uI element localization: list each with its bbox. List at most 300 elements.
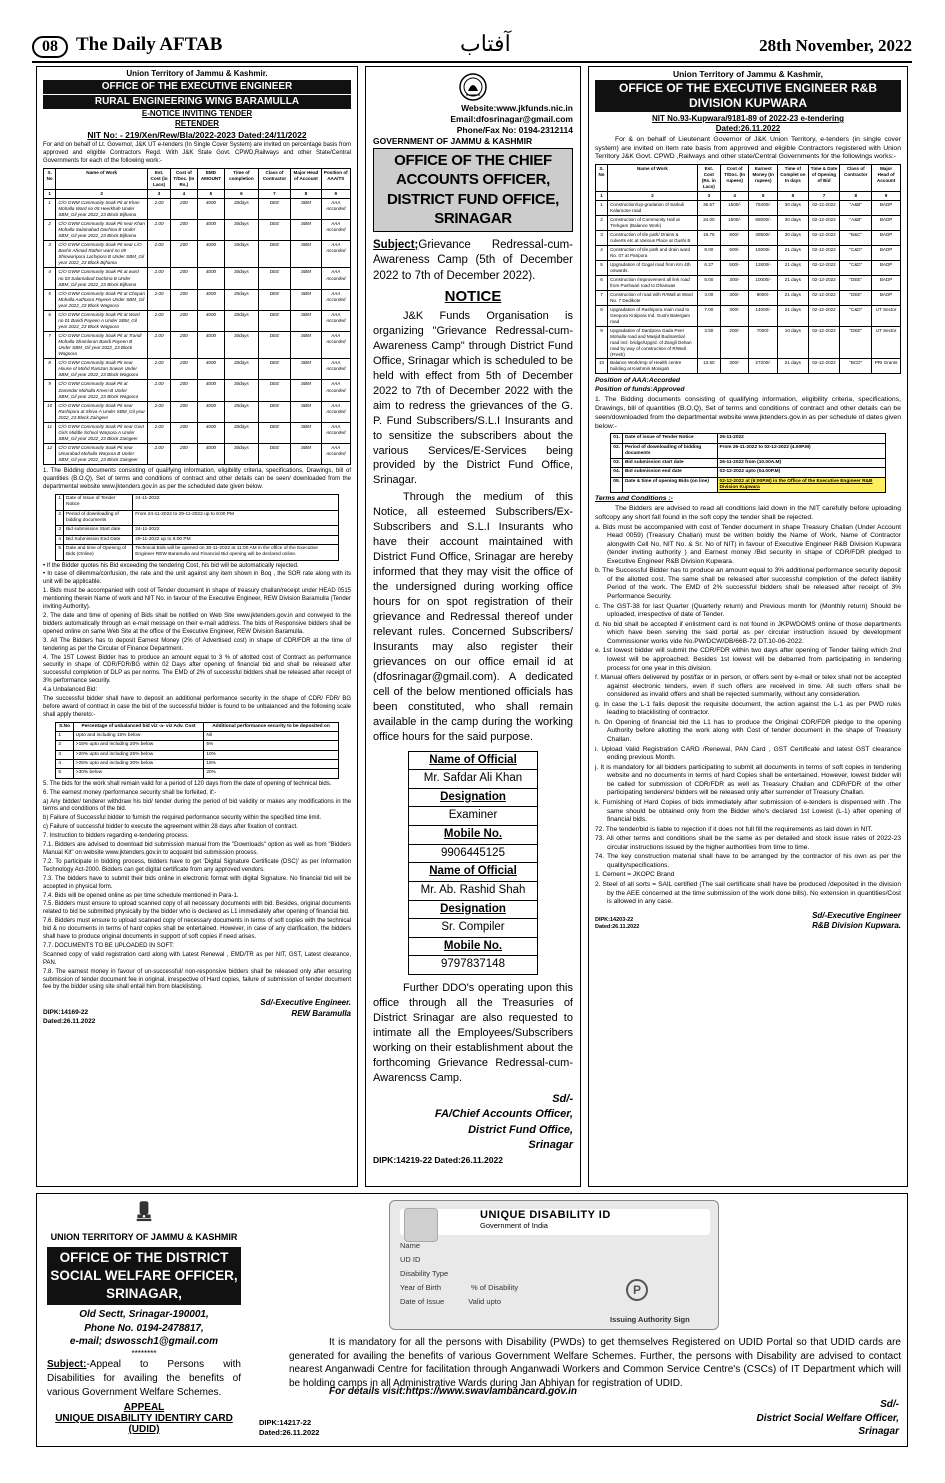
card-p-badge: P bbox=[626, 1279, 648, 1301]
table-cell: 7 bbox=[44, 332, 56, 359]
table-cell: 8000/- bbox=[749, 290, 778, 305]
table-cell: 800/- bbox=[720, 231, 748, 246]
ut-label: Union Territory of Jammu & Kashmir, bbox=[672, 69, 824, 79]
table-cell: BADP bbox=[872, 201, 901, 216]
schedule-cell: 1 bbox=[56, 494, 64, 510]
table-cell: Balance Work/Imp of Health centre building at Kashmiri Monigah bbox=[608, 359, 698, 374]
table-cell: 200 bbox=[171, 220, 197, 241]
table-index-cell: 6 bbox=[778, 192, 808, 201]
schedule-table bbox=[610, 433, 885, 493]
table-cell: 4000 bbox=[197, 268, 225, 289]
clause: 5. The bids for the work shall remain valid for a period of 120 days from the date of opening of technical bids. bbox=[43, 780, 332, 787]
table-cell: 6 bbox=[596, 275, 608, 290]
table-cell: 300/- bbox=[720, 359, 748, 374]
table-cell: 30days bbox=[225, 310, 258, 331]
terms-list bbox=[595, 524, 901, 907]
table-cell: 4000 bbox=[197, 241, 225, 268]
table-cell: BADP bbox=[872, 231, 901, 246]
table-cell: "BCD" bbox=[840, 359, 872, 374]
table-cell: 1500/- bbox=[720, 201, 748, 216]
table-cell: 21 days bbox=[778, 275, 808, 290]
sig-1: Sd/- bbox=[552, 1092, 573, 1105]
table-cell: PRI Grants bbox=[872, 359, 901, 374]
ad-social-welfare bbox=[36, 1193, 908, 1447]
table-cell: 14000/- bbox=[749, 305, 778, 326]
schedule-cell: Bid submission start date bbox=[622, 459, 717, 468]
table-header-cell: Cost of T/Doc. (In Rs.) bbox=[171, 168, 197, 189]
table-row bbox=[44, 380, 351, 401]
table-header-cell: Cost of T/Doc. (In rupees) bbox=[720, 165, 748, 192]
schedule-cell: From 26-11-2022 to 02-12-2022 (4.00P.M) bbox=[717, 443, 885, 458]
clause: 6. The earnest money /performance security shall be forfeited, if:- bbox=[43, 789, 217, 796]
schedule-cell: 3 bbox=[56, 526, 64, 535]
term-item: f. Manual offers delivered by post/fax or in person, or offers sent by e-mail or telex shall not be accepted against electronic tenders, even if such offers are received in time. All such offers shall be considered as invalid offers and shall be rejected summarily, without any consideration. bbox=[595, 674, 901, 699]
table-cell: 30days bbox=[225, 220, 258, 241]
table-index-cell: 7 bbox=[258, 189, 291, 198]
table-header-cell: S. No bbox=[44, 168, 56, 189]
table-row bbox=[596, 305, 901, 326]
table-index-cell: 1 bbox=[596, 192, 608, 201]
table-cell: 3 bbox=[596, 231, 608, 246]
table-header-cell: Major Head of Account bbox=[872, 165, 901, 192]
subject-text: Grievance Redressal-cum-Awareness Camp (5th of December 2022 to 7th of December 2022). bbox=[373, 238, 573, 282]
clause: c) Failure of successful bidder to execute the agreement within 28 days after fixation of contract. bbox=[43, 824, 298, 831]
body-text: It is mandatory for all the persons with Disability (PWDs) to get themselves Registered on UDID Portal so that UDID cards are generated for availing the benefits of various Government Welfare Schemes. Further, the persons with Disability are advised to contact nearest Anganwadi Centre for facilitation through Anganwadi Workers and Common Service Centre's (CSCs) of IT Department which will be holding camps in all Administrative Wards during Jan Abhiyan for registration of UDID. bbox=[289, 1337, 901, 1389]
footer-row bbox=[43, 1009, 351, 1026]
clause: 7.6. Bidders must ensure to upload scanned copy of necessary documents in terms of soft copies with the technical bid & no documents in terms of hard copies shall be entertained. However, in case of any clarification, the bidders shall have to produce original documents in support of soft copies if need arises. bbox=[43, 918, 351, 941]
table-cell: AAA Accorded bbox=[321, 268, 350, 289]
table-cell: 02-12-2022 bbox=[808, 326, 840, 359]
table-cell: 3.50 bbox=[697, 326, 720, 359]
table-cell: Construction of road with R/Wall at Ward No. 7 Dedikote bbox=[608, 290, 698, 305]
table-cell: AAA Accorded bbox=[321, 241, 350, 268]
ub-row bbox=[56, 750, 338, 759]
term-item: e. 1st lowest bidder will submit the CDR/FDR within two days after opening of Tender failing which 2nd lowest will be approached. Besides 1st lowest will be debarred from participating in tendering process for one year in this division. bbox=[595, 647, 901, 672]
table-cell: 200 bbox=[171, 198, 197, 219]
table-cell: 4000 bbox=[197, 220, 225, 241]
table-header-cell: Earnest Money (In rupees) bbox=[749, 165, 778, 192]
official-row bbox=[409, 844, 538, 863]
schedule-cell: 02-12-2022 at (6:00P.M) in the Office of the Executive Engineer R&B Division Kupwara bbox=[717, 477, 885, 492]
table-cell: AAA Accorded bbox=[321, 310, 350, 331]
table-cell: Upgradation of Dardpora Gada Peer Mohalla road and Masjid Budnambal road incl. bridge/Upgrd. of Zangli Dehan road by way of construction of R/Wall. (Fresh) bbox=[608, 326, 698, 359]
table-cell: 6.27 bbox=[697, 260, 720, 275]
subject bbox=[373, 238, 573, 285]
card-issuing: Issuing Authority Sign bbox=[610, 1315, 690, 1324]
official-row bbox=[409, 826, 538, 845]
ub-cell: 20% bbox=[204, 769, 338, 778]
ub-cell: 4 bbox=[56, 760, 73, 769]
term-item: 72. The tender/bid is liable to rejection if it does not full fill the requirements as laid down in NIT. bbox=[595, 825, 873, 833]
card-field-doi: Date of Issue bbox=[400, 1297, 445, 1306]
table-row bbox=[596, 326, 901, 359]
official-cell: Examiner bbox=[409, 807, 538, 826]
table-cell: 9 bbox=[44, 380, 56, 401]
term-item: 2. Steel of all sorts = SAIL certified (The sail certificate shall have be produced /deposited in the division by the AEE concerned at the time submission of the work done bills). No extension in quantities/Cost is allowed in any case. bbox=[595, 881, 901, 906]
email-line: e-mail; dswossch1@gmail.com bbox=[69, 1336, 219, 1348]
ub-cell: 2 bbox=[56, 741, 73, 750]
table-cell: SBM bbox=[291, 332, 321, 359]
table-cell: 4000 bbox=[197, 401, 225, 422]
table-cell: 1500/- bbox=[720, 216, 748, 231]
official-cell: 9797837148 bbox=[409, 956, 538, 975]
schedule-cell: 02. bbox=[611, 443, 623, 458]
clause: 4. The 1ST Lowest Bidder has to produce an amount equal to 3 % of allotted cost of Contract as performance security in shape of CDR/FDR/BG within 02 Days after opening of financial bid and shall be released after successful completion of DLP as per norms. The EMD of 2% of successful bidders shall be released after receipt of 3% performance security. bbox=[43, 654, 351, 685]
schedule-cell: From 24-11-2022 to 29-11-2022 up to 6:00 PM bbox=[133, 510, 338, 526]
schedule-cell: 04. bbox=[611, 468, 623, 477]
ashoka-emblem-icon bbox=[133, 1198, 155, 1228]
table-cell: SBM bbox=[291, 422, 321, 443]
table-cell: SBM bbox=[291, 289, 321, 310]
table-cell: 4.00 bbox=[697, 290, 720, 305]
sig-3: District Fund Office, bbox=[468, 1123, 573, 1136]
table-cell: 300/- bbox=[720, 275, 748, 290]
table-cell: 30days bbox=[225, 401, 258, 422]
table-cell: 6 bbox=[44, 310, 56, 331]
dated: Dated:26.11.2022 bbox=[259, 1427, 320, 1437]
table-index-cell: 4 bbox=[720, 192, 748, 201]
table-cell: 02-12-2022 bbox=[808, 290, 840, 305]
notice-title: E-NOTICE INVITING TENDER bbox=[141, 108, 253, 118]
clauses-block-2 bbox=[43, 781, 351, 993]
official-cell: Designation bbox=[409, 788, 538, 807]
nit-date: Dated:26.11.2022 bbox=[715, 124, 781, 134]
ub-header-cell: S.No bbox=[56, 722, 73, 731]
table-cell: 2.00 bbox=[147, 359, 170, 380]
schedule-cell: 2 bbox=[56, 510, 64, 526]
table-cell: 200 bbox=[171, 241, 197, 268]
subject-text: -Appeal to Persons with Disabilities for availing the benefits of various Government Welfare Schemes. bbox=[47, 1358, 241, 1398]
schedule-cell: 5 bbox=[56, 544, 64, 560]
official-cell: Name of Official bbox=[409, 751, 538, 770]
table-cell: 4000 bbox=[197, 289, 225, 310]
table-cell: 21 days bbox=[778, 290, 808, 305]
table-cell: C/O GWM Community Soak Pit near Khan Mohalla Salamabad Dachina B Under SBM_Gil year 2022_23 Block Bijhama bbox=[56, 220, 148, 241]
intro-text: For and on behalf of Lt. Governor, J&K UT e-tenders (In Single Cover System) are invited on percentage basis from approved and eligible Contractors Regd. With J&K State Govt. CPWD,Railways and other State/Central Governments for each of the following work:- bbox=[43, 141, 351, 164]
sig-4: Srinagar bbox=[528, 1138, 573, 1151]
schedule-cell: Bid Submission End Date bbox=[63, 535, 132, 544]
table-cell: 30days bbox=[225, 359, 258, 380]
terms-intro: The Bidders are advised to read all conditions laid down in the NIT carefully before uploading softcopy any short fall found in the soft copy the tender shall be rejected. bbox=[595, 504, 901, 521]
table-cell: 21 days bbox=[778, 305, 808, 326]
schedule-row bbox=[56, 544, 338, 560]
table-cell: 200 bbox=[171, 289, 197, 310]
table-cell: Construction /Improvement all link road from Pushwari road to Dhanwas bbox=[608, 275, 698, 290]
table-row bbox=[44, 444, 351, 465]
para-1: 1. The Bidding documents consisting of qualifying information, eligibility criteria, specifications, Drawings, bill of quantities (B.O.Q), Set of terms and conditions of contract and other details can be seen/downloaded from the departmental website www.jktenders.gov.in as per schedule of dates given below:- bbox=[595, 396, 901, 430]
term-item: g. In case the L-1 fails deposit the requisite document, the action against the L-1 as per PWD rules leading to blacklisting of contractor. bbox=[595, 700, 901, 717]
position-aaa: Position of AAA:Accorded bbox=[595, 377, 681, 385]
schedule-cell: 02-12-2022 upto (04.00P.M) bbox=[717, 468, 885, 477]
official-row bbox=[409, 919, 538, 938]
udid-card-image bbox=[389, 1200, 719, 1330]
table-row bbox=[596, 260, 901, 275]
clause: 7.2. To participate in bidding process, bidders have to get 'Digital Signature Certificate (DSC)' as per Information Technology Act-2000. Bidders can get digital certificate from any approved vendors. bbox=[43, 858, 351, 873]
term-item: a. Bids must be accompanied with cost of Tender document in shape Treasury Challan (Under Account Head 0059) (Treasury Challan) must be written boldly the Name of Work, Name of Contractor alongwith Cell No, NIT No. & Sr. No of NIT) in favour of Executive Engineer R&B Division Kupwara (tender inviting authority ) and Earnest money /Bid security in shape of CDR/FDR pledged to Executive Engineer R&B Division Kupwara. bbox=[595, 523, 901, 565]
table-cell: AAA Accorded bbox=[321, 198, 350, 219]
card-field-dtype: Disability Type bbox=[400, 1269, 449, 1278]
table-cell: 2.00 bbox=[147, 422, 170, 443]
dipk: DIPK:14217-22 bbox=[259, 1418, 312, 1427]
table-cell: 5 bbox=[596, 260, 608, 275]
subject-label: Subject: bbox=[47, 1358, 87, 1370]
table-cell: SBM bbox=[291, 268, 321, 289]
table-cell: "B&C" bbox=[840, 231, 872, 246]
clause: 7.8. The earnest money in favour of un-successful/ non-responsive bidders shall be released only after ensuring submission of tender document fee in original, irrespective of Hard copies, failure of submission of tender document fee by the bidder using site shall entail him from blacklisting. bbox=[43, 968, 351, 991]
official-cell: Name of Official bbox=[409, 863, 538, 882]
table-cell: 19.75 bbox=[697, 231, 720, 246]
table-cell: 30 days bbox=[778, 216, 808, 231]
clause: • If the Bidder quotes his Bid exceeding the tendering Cost, his bid will be automatically rejected. bbox=[43, 562, 299, 569]
table-header-cell: Position of AAA/TS bbox=[321, 168, 350, 189]
table-cell: C/O GWM Community Soak Pit at Khan Mohalla Ward no 05 Heerkhah Under SBM_Gil year 2022_23 Block Bijhama bbox=[56, 198, 148, 219]
table-cell: "DEE" bbox=[840, 326, 872, 359]
table-cell: "C&D" bbox=[840, 260, 872, 275]
table-cell: 4000 bbox=[197, 380, 225, 401]
table-cell: BADP bbox=[872, 275, 901, 290]
table-cell: "C&D" bbox=[840, 245, 872, 260]
stars-divider: ******** bbox=[131, 1348, 157, 1358]
table-cell: Upgradation of Rashipora main road to Geepora Kralpora Ind. Gushi Batergam road bbox=[608, 305, 698, 326]
phone: Phone/Fax No: 0194-2312114 bbox=[456, 125, 573, 136]
official-cell: Mobile No. bbox=[409, 826, 538, 845]
schedule-cell: 03. bbox=[611, 459, 623, 468]
subject-label: Subject; bbox=[373, 238, 419, 251]
clause: 4.a Unbalanced Bid: bbox=[43, 687, 98, 694]
dipk-number: DIPK:14219-22 Dated:26.11.2022 bbox=[373, 1155, 503, 1166]
table-cell: 2.00 bbox=[147, 241, 170, 268]
schedule-cell: 26-11-2022 from (10.00A.M) bbox=[717, 459, 885, 468]
clause: a) Any bidder/ tenderer withdraw his bid/ tender during the period of bid validity or makes any modifications in the terms and conditions of the bid. bbox=[43, 798, 351, 813]
schedule-cell: Bid submission end date bbox=[622, 468, 717, 477]
clause: 7.5. Bidders must ensure to upload scanned copy of all necessary documents with bid. Besides, original documents related to bid be submitted physically by the bidder who is declared as L1 immediately after opening of financial bid. bbox=[43, 901, 351, 916]
table-cell: 30days bbox=[225, 422, 258, 443]
ub-cell: >15% upto and including 20% below bbox=[73, 741, 204, 750]
clause: The successful bidder shall have to deposit an additional performance security in the shape of CDR/ FDR/ BG before award of contract in case the bid of the successful bidder is found to be unbalanced and the following scale shall apply thereto:- bbox=[43, 696, 351, 718]
card-field-valid: Valid upto bbox=[468, 1297, 502, 1306]
page-number: 08 bbox=[32, 36, 68, 58]
table-header-cell: Name of Work bbox=[608, 165, 698, 192]
schedule-cell: 4 bbox=[56, 535, 64, 544]
table-cell: C/O GWM Community Soak Pit at Zamindar Mohalla Kreeri-B Under SBM_Gil year 2022_23 Block Wagoora bbox=[56, 380, 148, 401]
term-item: h. On Opening of financial bid the L1 has to produce the Original CDR/FDR pledge to the opening Authority before allotting the work along with Cost of tender document in the shape of Treasury Challan. bbox=[595, 718, 901, 743]
table-row bbox=[596, 359, 901, 374]
table-cell: BADP bbox=[872, 216, 901, 231]
office-title: OFFICE OF THE EXECUTIVE ENGINEER R&B DIVISION KUPWARA bbox=[595, 80, 901, 112]
schedule-row bbox=[611, 468, 885, 477]
table-cell: 10000/- bbox=[749, 275, 778, 290]
table-header-cell: Name of Work bbox=[56, 168, 148, 189]
schedule-cell: Date and time of Opening of Bids (Online) bbox=[63, 544, 132, 560]
table-cell: 4000 bbox=[197, 359, 225, 380]
appeal-heading: APPEAL bbox=[123, 1401, 165, 1413]
official-row bbox=[409, 807, 538, 826]
card-field-udid: UD ID bbox=[400, 1255, 421, 1264]
clauses-block bbox=[43, 563, 351, 720]
table-cell: 300/- bbox=[720, 290, 748, 305]
table-cell: 4000 bbox=[197, 422, 225, 443]
table-cell: 9 bbox=[596, 326, 608, 359]
table-cell: 7 bbox=[596, 290, 608, 305]
table-row bbox=[44, 422, 351, 443]
term-item: c. The GST-38 for last Quarter (Quarterly return) and Previous month for (Monthly return) Should be uploaded, irrespective of date of Tender. bbox=[595, 602, 901, 619]
table-cell: 75400/- bbox=[749, 201, 778, 216]
table-cell: 1 bbox=[44, 198, 56, 219]
table-row bbox=[44, 332, 351, 359]
ub-cell: >25% upto and including 30% below bbox=[73, 760, 204, 769]
table-header-cell: Est. Cost (Rs. in Lacs) bbox=[697, 165, 720, 192]
table-row bbox=[44, 198, 351, 219]
table-cell: 30 days bbox=[778, 231, 808, 246]
table-cell: 36.57 bbox=[697, 201, 720, 216]
official-cell: Designation bbox=[409, 900, 538, 919]
official-cell: 9906445125 bbox=[409, 844, 538, 863]
table-row bbox=[44, 401, 351, 422]
table-cell: C/O GWM Community Soak Pit near Umarabad Mohalla Warpora B Under SBM_Gil year 2022_23 Block Zaingeer bbox=[56, 444, 148, 465]
table-cell: 2.00 bbox=[147, 268, 170, 289]
clause: 3. All The Bidders has to deposit Earnest Money (2% of Advertised cost) in shape of CDR/FDR at the time of tendering as per the Circular of Finance Department. bbox=[43, 637, 351, 652]
works-table bbox=[43, 168, 351, 466]
schedule-row bbox=[56, 494, 338, 510]
table-header-cell: Time of completion bbox=[225, 168, 258, 189]
details-link: For details visit:https://www.swavlambancard.gov.in bbox=[329, 1386, 578, 1397]
jk-emblem-icon bbox=[458, 71, 488, 103]
table-cell: 68000/- bbox=[749, 216, 778, 231]
table-cell: SBM bbox=[291, 401, 321, 422]
table-cell: DEE bbox=[258, 198, 291, 219]
table-header-cell: Est. Cost (in Lacs) bbox=[147, 168, 170, 189]
officials-table bbox=[408, 751, 538, 976]
table-cell: AAA Accorded bbox=[321, 332, 350, 359]
table-row bbox=[596, 231, 901, 246]
table-cell: 02-12-2022 bbox=[808, 260, 840, 275]
table-cell: 30days bbox=[225, 289, 258, 310]
clause: 7.1. Bidders are advised to download bid submission manual from the "Downloads" option as well as from "Bidders Manual Kit" on website www.jktenders.gov.in to acquaint bid submission process. bbox=[43, 842, 351, 856]
ub-cell: 5% bbox=[204, 741, 338, 750]
table-cell: 4000 bbox=[197, 198, 225, 219]
office-title: OFFICE OF THE CHIEF ACCOUNTS OFFICER, DISTRICT FUND OFFICE, SRINAGAR bbox=[373, 148, 573, 232]
table-row bbox=[596, 245, 901, 260]
table-cell: 16000/- bbox=[749, 245, 778, 260]
table-cell: BADP bbox=[872, 245, 901, 260]
schedule-cell: Technical Bids will be opened on 30-11-2022 at 11:00 AM in the office of the Executive Engineer REW Baramulla and Financial Bid opening will be declared online. bbox=[133, 544, 338, 560]
table-cell: 2.00 bbox=[147, 380, 170, 401]
ub-row bbox=[56, 741, 338, 750]
table-cell: Upgradation of Gogal road from Km 4th onwards. bbox=[608, 260, 698, 275]
table-row bbox=[44, 241, 351, 268]
ub-cell: Nil bbox=[204, 732, 338, 741]
table-cell: SBM bbox=[291, 359, 321, 380]
footer-row bbox=[595, 911, 901, 932]
para-1: 1. The Bidding documents consisting of qualifying information, eligibility criteria, specifications, Drawings, bill of quantities (B.O.Q), Set of terms and conditions of contract and other details can be seen/ downloaded from the departmental website www.jktenders.gov.in as per the scheduled date given below. bbox=[43, 468, 351, 491]
schedule-row bbox=[611, 459, 885, 468]
table-cell: 12 bbox=[44, 444, 56, 465]
table-cell: DEE bbox=[258, 359, 291, 380]
schedule-cell: 24-11-2022 bbox=[133, 494, 338, 510]
address-line1: Old Sectt, Srinagar-190001, bbox=[79, 1309, 209, 1321]
table-cell: 5 bbox=[44, 289, 56, 310]
table-cell: DEE bbox=[258, 241, 291, 268]
clause: • In case of dilemma/confusion, the rate and the unit against any item shown in Boq , the SOR rate along with its unit will be applicable. bbox=[43, 571, 351, 586]
ub-cell: >30% below bbox=[73, 769, 204, 778]
table-cell: C/O GWM Community Soak Pit near L/O Bashir Ahmad Rather ward no 05 Shinwaripora Lachipora B Under SBM_Gil year 2022_23 Block Bijhama bbox=[56, 241, 148, 268]
ut-label: UNION TERRITORY OF JAMMU & KASHMIR bbox=[50, 1232, 238, 1242]
table-cell: 12600/- bbox=[749, 260, 778, 275]
table-cell: 1 bbox=[596, 201, 608, 216]
clause: 7. Instruction to bidders regarding e-tendering process. bbox=[43, 833, 189, 840]
ut-label: Union Territory of Jammu & Kashmir. bbox=[126, 69, 268, 78]
schedule-cell: 29-11-2022 up to 6:00 PM bbox=[133, 535, 338, 544]
table-header-cell: Time & Date of Opening of Bid bbox=[808, 165, 840, 192]
table-cell: UT Sector bbox=[872, 326, 901, 359]
table-cell: 30days bbox=[225, 268, 258, 289]
table-cell: 2.00 bbox=[147, 332, 170, 359]
schedule-cell: 24-11-2022 bbox=[133, 526, 338, 535]
table-cell: C/O GWM Community Soak Pit at ward no 03 Salamabad Dachina B Under SBM_Gil year 2022_23 Block Bijhama bbox=[56, 268, 148, 289]
table-cell: 27200/- bbox=[749, 359, 778, 374]
table-header-row bbox=[44, 168, 351, 189]
schedule-cell: Bid submission Start date bbox=[63, 526, 132, 535]
table-cell: 10 bbox=[44, 401, 56, 422]
term-item: d. No bid shall be accepted if enlistment card is not found in JKPWDOMS online of those departments which have been serving the said portal as per circular instruction issued by development Commissioner works vide No.PW/DCW/DB/66B-72 DT.10-06-2022. bbox=[595, 620, 901, 645]
table-cell: DEE bbox=[258, 401, 291, 422]
ub-cell: Upto and including 15% below bbox=[73, 732, 204, 741]
official-row bbox=[409, 863, 538, 882]
table-cell: SBM bbox=[291, 444, 321, 465]
table-row bbox=[596, 216, 901, 231]
paper-logo: آفتاب bbox=[460, 32, 511, 57]
table-cell: SBM bbox=[291, 198, 321, 219]
term-item: 1. Cement = JKOPC Brand bbox=[595, 871, 675, 879]
table-cell: 8 bbox=[44, 359, 56, 380]
nit-number: NIT No.93-Kupwara/9181-89 of 2022-23 e-tendering bbox=[651, 114, 845, 124]
retender-label: RETENDER bbox=[174, 119, 219, 129]
table-index-row bbox=[44, 189, 351, 198]
sig-2: FA/Chief Accounts Officer, bbox=[434, 1108, 573, 1121]
contact-block bbox=[373, 103, 573, 136]
ub-row bbox=[56, 769, 338, 778]
masthead bbox=[32, 34, 912, 60]
table-cell: 200 bbox=[171, 359, 197, 380]
table-index-cell: 5 bbox=[197, 189, 225, 198]
official-row bbox=[409, 751, 538, 770]
ub-cell: 10% bbox=[204, 750, 338, 759]
table-cell: 7.00 bbox=[697, 305, 720, 326]
address-line2: Phone No. 0194-2478817, bbox=[84, 1322, 204, 1334]
table-cell: AAA Accorded bbox=[321, 289, 350, 310]
office-line2: RURAL ENGINEERING WING BARAMULLA bbox=[43, 95, 351, 109]
schedule-row bbox=[611, 477, 885, 492]
body-1: J&K Funds Organisation is organizing "Grievance Redressal-cum-Awareness Camp" through District Fund Office, Srinagar which is scheduled to be held with effect from 5th of December 2022 to 7th of December 2022 with the aim to redress the grievances of the G. P. Fund Subscribers/S.L.I Insurants and to sensitize the subscribers about the various Services/E-Services being provided by the District Fund Office, Srinagar. bbox=[373, 309, 573, 487]
table-cell: C/O GWM Community Soak Pit at Chopan Mohalla Authoora Payeen Under SBM_Gil year 2022_23 Block Wagoora bbox=[56, 289, 148, 310]
body-3: Further DDO's operating upon this office through all the Treasuries of District Srinagar are also requested to intimate all the Employees/Subscribers working on their establishment about the forthcoming Grievance Redressal-cum-Awarencss Camp. bbox=[373, 982, 573, 1084]
signature-line2: REW Baramulla bbox=[291, 1008, 351, 1018]
ub-cell: 5 bbox=[56, 769, 73, 778]
table-cell: AAA Accorded bbox=[321, 359, 350, 380]
table-cell: 02-12-2022 bbox=[808, 231, 840, 246]
table-cell: 200/- bbox=[720, 326, 748, 359]
table-cell: C/O GWM Community Soak Pit near House of Mohd Ramzan Sowan Under SBM_Gil year 2022_23 Block Wagoora bbox=[56, 359, 148, 380]
clause: b) Failure of Successful bidder to furnish the required performance security within the specified time limit. bbox=[43, 815, 322, 822]
table-cell: "C&D" bbox=[840, 305, 872, 326]
table-cell: C/O GWM Community Soak Pit at Trandi Mohalla Shamloran Bandi Payeen B Under SBM_Gil year 2022_23 Block Wagoora bbox=[56, 332, 148, 359]
sig-2: R&B Division Kupwara. bbox=[812, 921, 901, 931]
schedule-cell: 01. bbox=[611, 434, 623, 443]
schedule-row bbox=[611, 434, 885, 443]
position-funds: Position of funds:Approved bbox=[595, 386, 685, 394]
card-title: UNIQUE DISABILITY ID bbox=[480, 1209, 611, 1221]
table-cell: 2.00 bbox=[147, 444, 170, 465]
